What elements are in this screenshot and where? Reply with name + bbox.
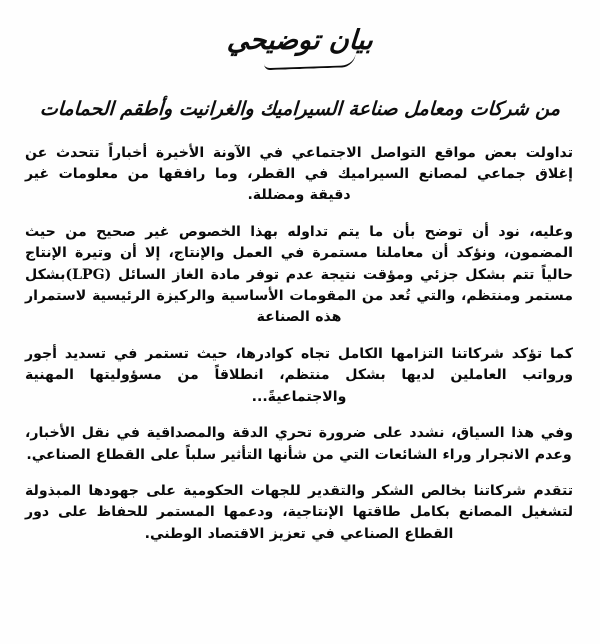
document-header [0, 0, 600, 121]
paragraph-1 [25, 143, 573, 207]
page-title: بيان توضيحي [226, 25, 374, 56]
paragraph-2-text-part-2: بشكل مستمر ومنتظم، والتي تُعد من المقومات الأساسية والركيزة الرئيسية لاستمرار هذه الصناعة [25, 266, 573, 326]
document-body [0, 121, 600, 546]
title-swash-decoration [264, 52, 356, 70]
paragraph-2 [25, 222, 573, 329]
document-subtitle: من شركات ومعامل صناعة السيراميك والغرانيت وأطقم الحمامات [39, 97, 561, 120]
paragraph-4 [25, 423, 573, 466]
paragraph-5-text: تتقدم شركاتنا بخالص الشكر والتقدير للجهات الحكومية على جهودها المبذولة لتشغيل المصانع بكامل طاقتها الإنتاجية، ودعمها المستمر للحفاظ على دور القطاع الصناعي في تعزيز الاقتصاد الوطني. [25, 483, 573, 542]
paragraph-1-text: تداولت بعض مواقع التواصل الاجتماعي في الآونة الأخيرة أخباراً تتحدث عن إغلاق جماعي لمصانع السيراميك في القطر، وما رافقها من معلومات غير دقيقة ومضللة. [25, 144, 573, 204]
lpg-abbreviation: (LPG) [65, 266, 112, 283]
paragraph-4-text: وفي هذا السياق، نشدد على ضرورة تحري الدقة والمصداقية في نقل الأخبار، وعدم الانجرار وراء الشائعات التي من شأنها التأثير سلباً على القطاع الصناعي. [25, 425, 573, 463]
paragraph-3 [25, 344, 573, 408]
paragraph-5 [25, 481, 573, 545]
paragraph-3-text: كما تؤكد شركاتنا التزامها الكامل تجاه كوادرها، حيث تستمر في تسديد أجور ورواتب العاملين لديها بشكل منتظم، انطلاقاً من مسؤوليتها المهنية والاجتماعيةً... [25, 345, 573, 405]
paragraph-2-text-part-1: وعليه، نود أن توضح بأن ما يتم تداوله بهذا الخصوص غير صحيح من حيث المضمون، ونؤكد أن معاملنا مستمرة في العمل والإنتاج، إلا أن وتيرة الإنتاج حالياً تتم بشكل جزئي ومؤقت نتيجة عدم توفر مادة الغاز السائل [25, 223, 573, 283]
